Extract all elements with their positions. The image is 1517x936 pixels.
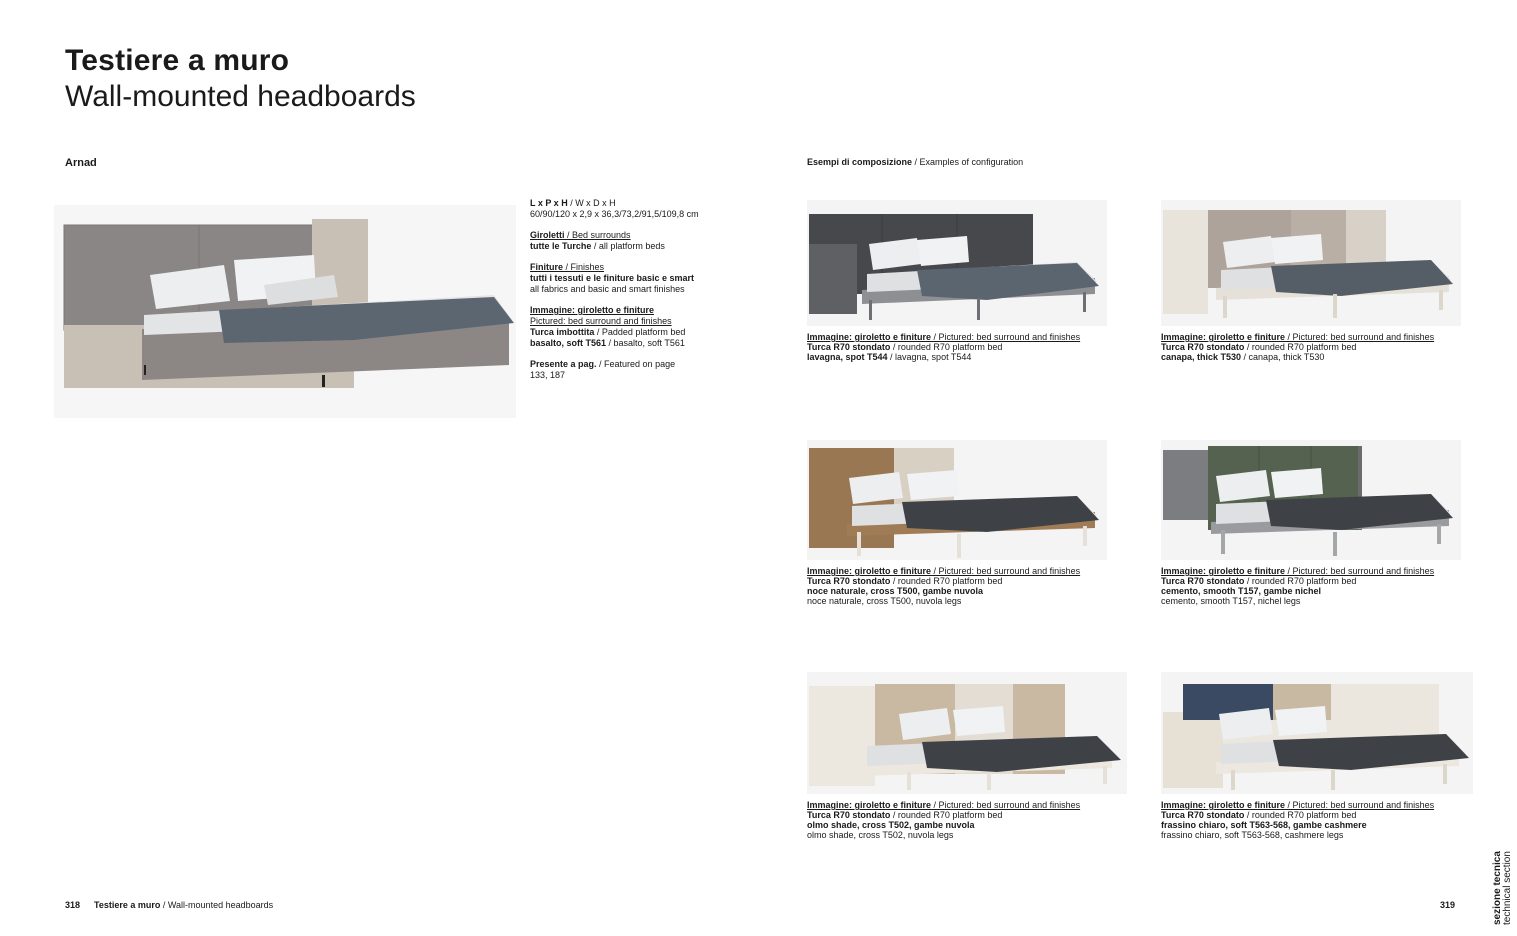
finish-rest: / lavagna, spot T544 [887, 352, 972, 362]
bed-type: Turca R70 stondato [1161, 810, 1245, 820]
example-4-image [1161, 440, 1461, 560]
dims-label-en: / W x D x H [567, 198, 616, 208]
example-6-caption [1161, 800, 1473, 840]
finish-en: olmo shade, cross T502, nuvola legs [807, 830, 954, 840]
finiture-value-en: all fabrics and basic and smart finishes [530, 284, 685, 294]
finish-bold: frassino chiaro, soft T563-568, gambe cashmere [1161, 820, 1367, 830]
giroletti-label-en: / Bed surrounds [564, 230, 631, 240]
presente-label-en: / Featured on page [596, 359, 676, 369]
immagine-label-en: Pictured: bed surround and finishes [530, 316, 672, 326]
finish-bold: olmo shade, cross T502, gambe nuvola [807, 820, 975, 830]
example-1 [807, 200, 1107, 362]
footer-section-en: / Wall-mounted headboards [160, 900, 274, 910]
product-specs [530, 198, 750, 391]
caption-label: Immagine: giroletto e finiture [807, 332, 932, 342]
example-4-caption [1161, 566, 1461, 606]
turca-label-en: / Padded platform bed [594, 327, 686, 337]
dims-label: L x P x H [530, 198, 568, 208]
main-bed-image [54, 205, 516, 418]
finiture-label-en: / Finishes [563, 262, 605, 272]
caption-label: Immagine: giroletto e finiture [1161, 800, 1286, 810]
caption-label-en: / Pictured: bed surround and finishes [931, 566, 1081, 576]
giroletti-value: tutte le Turche [530, 241, 592, 251]
side-tab-it: sezione tecnica [1492, 851, 1503, 925]
page-number-left: 318 [65, 900, 81, 910]
dims-value: 60/90/120 x 2,9 x 36,3/73,2/91,5/109,8 cm [530, 209, 699, 219]
page-title-italian: Testiere a muro [65, 44, 290, 77]
caption-label-en: / Pictured: bed surround and finishes [931, 800, 1081, 810]
bed-type-en: / rounded R70 platform bed [890, 810, 1003, 820]
page-title-english: Wall-mounted headboards [65, 80, 416, 113]
bed-type-en: / rounded R70 platform bed [1244, 576, 1357, 586]
finish-bold: lavagna, spot T544 [807, 352, 888, 362]
finish-bold: canapa, thick T530 [1161, 352, 1242, 362]
finish-rest: / canapa, thick T530 [1241, 352, 1325, 362]
caption-label: Immagine: giroletto e finiture [807, 800, 932, 810]
finiture-value: tutti i tessuti e le finiture basic e smart [530, 273, 695, 283]
example-4 [1161, 440, 1461, 606]
example-6 [1161, 672, 1473, 840]
bed-type: Turca R70 stondato [807, 810, 891, 820]
footer-section-it: Testiere a muro [94, 900, 161, 910]
example-3-caption [807, 566, 1107, 606]
bed-type-en: / rounded R70 platform bed [1244, 342, 1357, 352]
example-3-image [807, 440, 1107, 560]
finish-en: cemento, smooth T157, nichel legs [1161, 596, 1301, 606]
bed-type-en: / rounded R70 platform bed [890, 576, 1003, 586]
finiture-label: Finiture [530, 262, 563, 272]
bed-type: Turca R70 stondato [807, 576, 891, 586]
bed-type-en: / rounded R70 platform bed [890, 342, 1003, 352]
side-section-tab [1493, 851, 1513, 925]
example-5-image [807, 672, 1127, 794]
example-2-image [1161, 200, 1461, 326]
product-name: Arnad [65, 157, 97, 169]
example-3 [807, 440, 1107, 606]
bed-type: Turca R70 stondato [1161, 342, 1245, 352]
example-6-image [1161, 672, 1473, 794]
examples-heading [807, 157, 1023, 167]
finish-value: basalto, soft T561 [530, 338, 607, 348]
page-number-right: 319 [1440, 900, 1456, 910]
caption-label-en: / Pictured: bed surround and finishes [1285, 800, 1435, 810]
immagine-label: Immagine: giroletto e finiture [530, 305, 655, 315]
caption-label: Immagine: giroletto e finiture [807, 566, 932, 576]
giroletti-value-en: / all platform beds [591, 241, 665, 251]
bed-type-en: / rounded R70 platform bed [1244, 810, 1357, 820]
finish-value-en: / basalto, soft T561 [606, 338, 685, 348]
presente-pages: 133, 187 [530, 370, 566, 380]
caption-label-en: / Pictured: bed surround and finishes [1285, 332, 1435, 342]
bed-type: Turca R70 stondato [807, 342, 891, 352]
caption-label-en: / Pictured: bed surround and finishes [1285, 566, 1435, 576]
footer-left [65, 900, 273, 910]
giroletti-label: Giroletti [530, 230, 565, 240]
examples-heading-it: Esempi di composizione [807, 157, 913, 167]
example-2-caption [1161, 332, 1461, 362]
examples-heading-en: / Examples of configuration [912, 157, 1024, 167]
finish-bold: noce naturale, cross T500, gambe nuvola [807, 586, 984, 596]
example-1-caption [807, 332, 1107, 362]
bed-type: Turca R70 stondato [1161, 576, 1245, 586]
finish-en: noce naturale, cross T500, nuvola legs [807, 596, 962, 606]
finish-en: frassino chiaro, soft T563-568, cashmere legs [1161, 830, 1344, 840]
side-tab-en: technical section [1502, 851, 1513, 925]
caption-label-en: / Pictured: bed surround and finishes [931, 332, 1081, 342]
example-5 [807, 672, 1127, 840]
example-5-caption [807, 800, 1127, 840]
turca-label: Turca imbottita [530, 327, 595, 337]
caption-label: Immagine: giroletto e finiture [1161, 566, 1286, 576]
presente-label: Presente a pag. [530, 359, 597, 369]
caption-label: Immagine: giroletto e finiture [1161, 332, 1286, 342]
finish-bold: cemento, smooth T157, gambe nichel [1161, 586, 1322, 596]
example-2 [1161, 200, 1461, 362]
example-1-image [807, 200, 1107, 326]
